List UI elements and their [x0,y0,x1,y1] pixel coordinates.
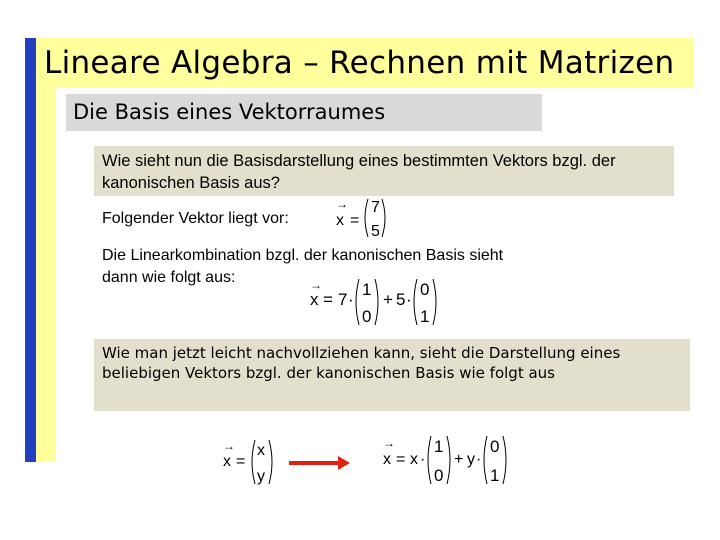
linear-combination-text: Die Linearkombination bzgl. der kanonischen Basis sieht dann wie folgt aus: [102,247,504,286]
given-vector-formula [330,195,390,245]
equals-sign: = [236,453,246,470]
coefficient: x [410,451,418,468]
dot-operator: · [348,290,354,309]
coefficient: 7 [338,290,348,309]
arrow-shaft [289,461,339,465]
general-vector-entry: x [257,442,265,459]
basis-vector-entry: 0 [362,307,372,326]
arrow-icon [338,456,350,470]
dot-operator: · [420,451,426,468]
coefficient: y [467,451,475,468]
svg-text:→: → [310,278,322,292]
svg-text:→: → [223,439,235,453]
basis-vector-entry: 1 [420,307,430,326]
vector-x-symbol: x [223,453,231,470]
equals-sign: = [396,451,406,468]
general-combination-formula [375,432,515,490]
basis-vector-entry: 0 [434,466,444,485]
vector-x-symbol: x [336,212,344,229]
general-vector-entry: y [257,468,265,485]
accent-bar [25,38,36,462]
svg-text:→: → [336,197,348,211]
plus-sign: + [454,451,464,468]
title-stripe [36,88,56,462]
basis-vector-entry: 1 [362,280,372,299]
basis-vector-entry: 1 [490,466,500,485]
dot-operator: · [406,290,412,309]
question-text: Wie sieht nun die Basisdarstellung eines bestimmten Vektors bzgl. der kanonischen Basis aus? [102,152,616,192]
slide-subtitle: Die Basis eines Vektorraumes [66,94,542,131]
slide-title: Lineare Algebra – Rechnen mit Matrizen [36,38,694,88]
basis-vector-entry: 1 [434,437,444,456]
plus-sign: + [383,290,393,309]
linear-combination-formula [300,275,450,333]
vector-x-symbol: x [383,451,391,468]
given-vector-label: Folgender Vektor liegt vor: [102,210,289,227]
vector-x-symbol: x [310,290,319,309]
given-vector-entry: 5 [371,223,380,240]
basis-vector-entry: 0 [420,280,430,299]
dot-operator: · [476,451,482,468]
note-text: Wie man jetzt leicht nachvollziehen kann, sieht die Darstellung eines beliebigen Vektors bzgl. der kanonischen Basis wie folgt aus [102,344,621,382]
equals-sign: = [323,290,333,309]
svg-text:→: → [383,436,395,450]
general-vector-formula [215,436,275,490]
basis-vector-entry: 0 [490,437,500,456]
equals-sign: = [350,212,360,229]
given-vector-entry: 7 [371,199,380,216]
coefficient: 5 [396,290,406,309]
